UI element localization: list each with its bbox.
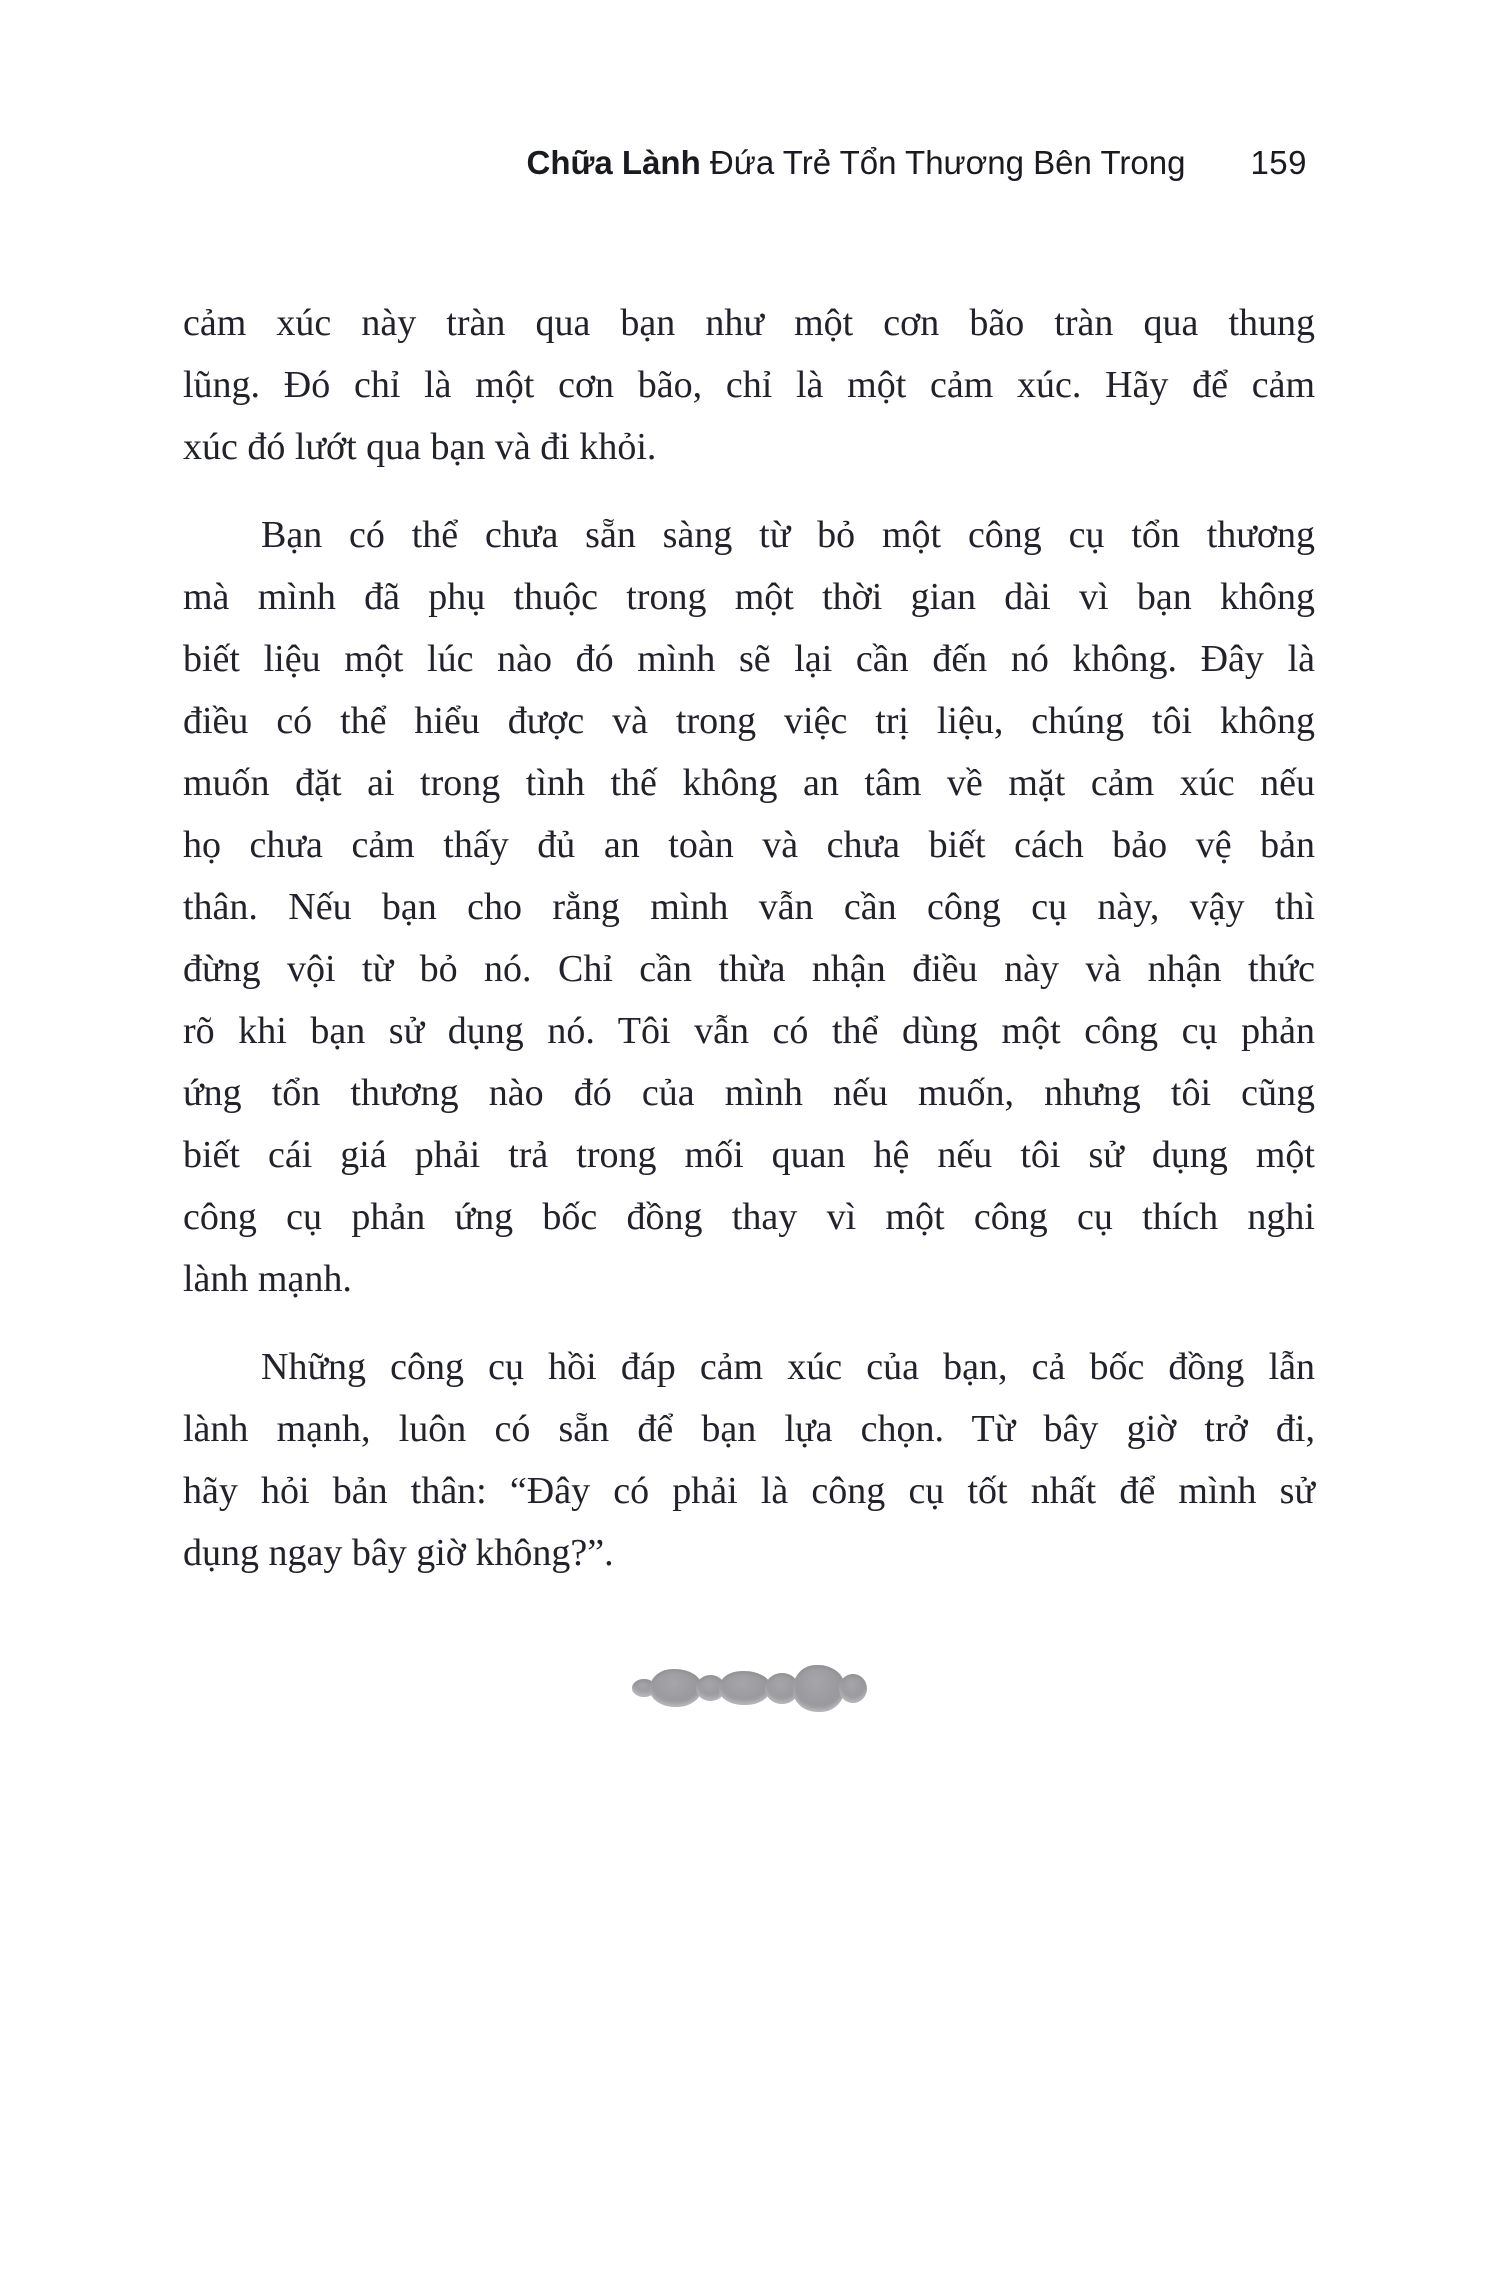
text-line: cảm xúc này tràn qua bạn như một cơn bão tràn qua thung bbox=[183, 302, 1315, 344]
text-line: muốn đặt ai trong tình thế không an tâm về mặt cảm xúc nếu bbox=[183, 762, 1315, 804]
text-line: ứng tổn thương nào đó của mình nếu muốn, nhưng tôi cũng bbox=[183, 1072, 1315, 1114]
text-line: điều có thể hiểu được và trong việc trị liệu, chúng tôi không bbox=[183, 700, 1315, 742]
running-header-title bbox=[527, 140, 1186, 186]
text-line: đừng vội từ bỏ nó. Chỉ cần thừa nhận điều này và nhận thức bbox=[183, 948, 1315, 990]
running-header bbox=[183, 140, 1315, 186]
text-line: họ chưa cảm thấy đủ an toàn và chưa biết cách bảo vệ bản bbox=[183, 824, 1315, 866]
text-line: lũng. Đó chỉ là một cơn bão, chỉ là một cảm xúc. Hãy để cảm bbox=[183, 364, 1315, 406]
text-line: biết cái giá phải trả trong mối quan hệ nếu tôi sử dụng một bbox=[183, 1134, 1315, 1176]
text-line: hãy hỏi bản thân: “Đây có phải là công cụ tốt nhất để mình sử bbox=[183, 1470, 1315, 1512]
text-line: biết liệu một lúc nào đó mình sẽ lại cần đến nó không. Đây là bbox=[183, 638, 1315, 680]
text-line: lành mạnh. bbox=[183, 1258, 352, 1300]
body-text bbox=[183, 292, 1315, 1584]
paragraph bbox=[183, 504, 1315, 1310]
pebble-ornament-divider bbox=[183, 1660, 1315, 1716]
text-line: công cụ phản ứng bốc đồng thay vì một công cụ thích nghi bbox=[183, 1196, 1315, 1238]
book-title-emphasis: Chữa Lành bbox=[526, 144, 701, 181]
text-line: mà mình đã phụ thuộc trong một thời gian dài vì bạn không bbox=[183, 576, 1315, 618]
book-title-rest: Đứa Trẻ Tổn Thương Bên Trong bbox=[700, 144, 1186, 181]
text-line: xúc đó lướt qua bạn và đi khỏi. bbox=[183, 426, 657, 468]
pebble-icon bbox=[719, 1671, 771, 1705]
text-line: rõ khi bạn sử dụng nó. Tôi vẫn có thể dùng một công cụ phản bbox=[183, 1010, 1315, 1052]
text-line: dụng ngay bây giờ không?”. bbox=[183, 1532, 614, 1574]
text-line: thân. Nếu bạn cho rằng mình vẫn cần công cụ này, vậy thì bbox=[183, 886, 1315, 928]
text-line: Những công cụ hồi đáp cảm xúc của bạn, cả bốc đồng lẫn bbox=[261, 1346, 1315, 1388]
paragraph bbox=[183, 1336, 1315, 1584]
paragraph bbox=[183, 292, 1315, 478]
text-line: Bạn có thể chưa sẵn sàng từ bỏ một công cụ tổn thương bbox=[261, 514, 1315, 556]
page-number: 159 bbox=[1250, 144, 1307, 181]
pebble-icon bbox=[793, 1665, 845, 1712]
pebble-icon bbox=[839, 1674, 867, 1703]
pebble-icon bbox=[650, 1669, 702, 1707]
text-line: lành mạnh, luôn có sẵn để bạn lựa chọn. Từ bây giờ trở đi, bbox=[183, 1408, 1315, 1450]
